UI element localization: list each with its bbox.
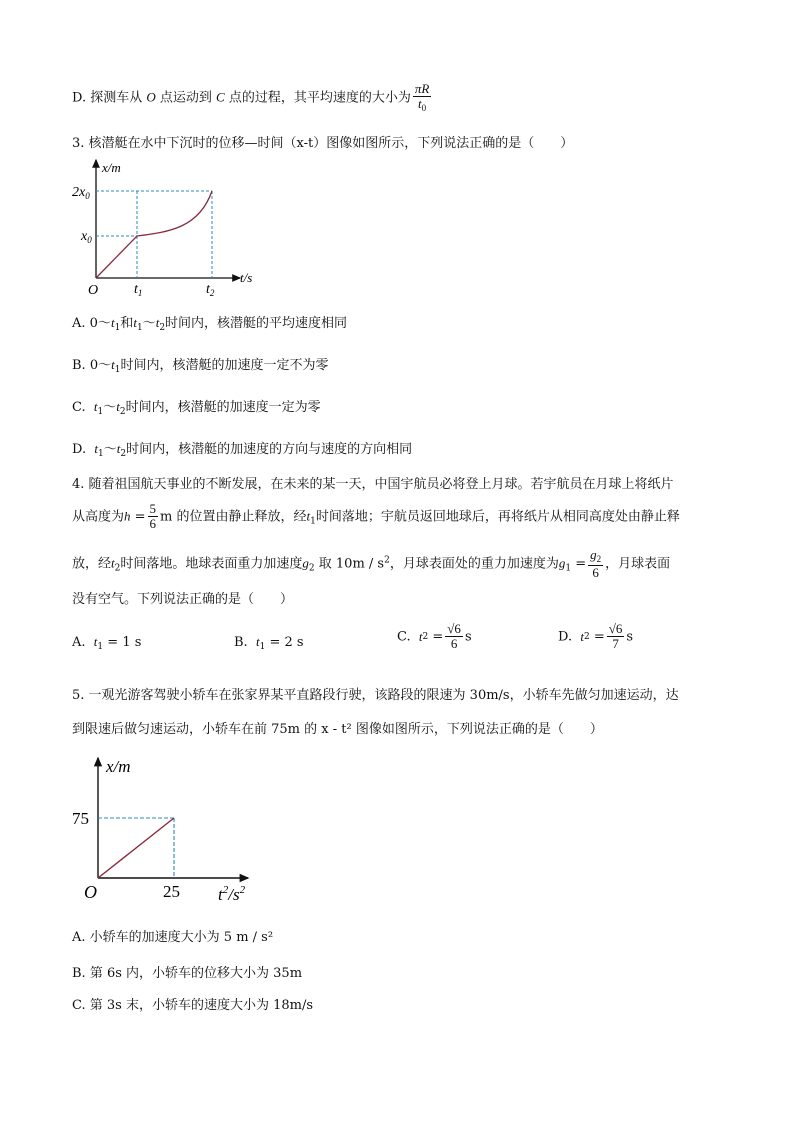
q4-option-c: C. t2 = $\frac{√6}{6}$ s xyxy=(397,621,472,652)
q2-option-d xyxy=(72,82,433,114)
q5-xtick-25: 25 xyxy=(163,882,180,901)
q3-ytick-2x0: $2x_0$ xyxy=(72,185,90,201)
q4-line2: 从高度为h = $\frac{5}{6}$ m 的位置由静止释放，经$t_1$时间落地；宇航员返回地球后，再将纸片从相同高度处由静止释 xyxy=(72,501,680,532)
q2d-frac-den-sub: 0 xyxy=(421,103,427,114)
q4-l2-a: 从高度为 xyxy=(72,509,125,525)
q5-ytick-75: 75 xyxy=(72,809,89,828)
q4-l3-d: ，月球表面处的重力加速度为 xyxy=(389,556,559,572)
q5-line2: 到限速后做匀速运动，小轿车在前 75m 的 x - t² 图像如图所示，下列说法正确的是（ ） xyxy=(72,722,603,737)
q3-option-b: B. $0\sim t_1$时间内，核潜艇的加速度一定不为零 xyxy=(72,357,329,375)
q2d-frac-num: πR xyxy=(414,81,430,96)
q4-line1: 4. 随着祖国航天事业的不断发展，在未来的某一天，中国宇航员必将登上月球。若宇航员在月球上将纸片 xyxy=(72,477,674,492)
q4-c-num: √6 xyxy=(447,621,461,636)
q5-option-b: B. 第 6s 内，小轿车的位移大小为 35m xyxy=(72,966,303,981)
q3-origin: O xyxy=(88,283,99,298)
q4-l3-c: 取 10m / s xyxy=(318,556,385,572)
q3-stem: 3. 核潜艇在水中下沉时的位移—时间（x-t）图像如图所示，下列说法正确的是（ ） xyxy=(72,136,574,151)
q3-ytick-x0: $x_0$ xyxy=(81,229,92,245)
q3-option-c: C. $t_1\sim t_2$时间内，核潜艇的加速度一定为零 xyxy=(72,399,321,417)
q4-l3-e: ，月球表面 xyxy=(605,556,671,572)
q5-option-c: C. 第 3s 末，小轿车的速度大小为 18m/s xyxy=(72,998,314,1013)
q3-y-axis-label: x/m xyxy=(102,160,121,175)
q3-curve xyxy=(96,191,212,278)
q4-line3: 放，经$t_2$时间落地。地球表面重力加速度$g_2$ 取 $10m / s^2$，月球表面处的重力加速度为$g_1$ = $\frac{g_2}{6}$ ，月球表面 xyxy=(72,547,671,580)
q4-c-den: 6 xyxy=(450,636,458,652)
q4-d-den: 7 xyxy=(612,636,619,652)
q5-option-a: A. 小轿车的加速度大小为 5 m / s² xyxy=(72,930,274,945)
q3-x-axis-label: t/s xyxy=(240,270,253,285)
q3-option-a: A. $0\sim t_1$和$t_1\sim t_2$时间内，核潜艇的平均速度相同 xyxy=(72,315,348,333)
q4-frac-den: 6 xyxy=(149,516,157,532)
q3-guides xyxy=(96,191,212,278)
q3-option-d: D. $t_1\sim t_2$时间内，核潜艇的加速度的方向与速度的方向相同 xyxy=(72,441,413,459)
q4-height-fraction xyxy=(148,502,159,532)
q2d-mid: 点运动到 xyxy=(155,90,217,106)
q4-option-b: B. $t_1 = 2$ s xyxy=(234,634,304,652)
q2d-frac-den: t xyxy=(418,96,422,112)
q5-line xyxy=(98,818,174,878)
q2d-rest: 点的过程，其平均速度的大小为 xyxy=(224,90,411,106)
q4-l3-b: 时间落地。地球表面重力加速度 xyxy=(120,556,303,572)
q4-option-d: D. t2 = $\frac{√6}{7}$ s xyxy=(558,621,634,652)
q3-graph xyxy=(74,156,264,298)
q4-h-var: h xyxy=(124,508,131,524)
q2d-point-c: C xyxy=(216,89,225,105)
q4-l3-a: 放，经 xyxy=(72,556,112,572)
q5-line1: 5. 一观光游客驾驶小轿车在张家界某平直路段行驶，该路段的限速为 30m/s，小轿车先做匀加速运动，达 xyxy=(72,688,679,703)
q4-l2-c: 时间落地；宇航员返回地球后，再将纸片从相同高度处由静止释 xyxy=(315,509,680,525)
q4-frac-num: 5 xyxy=(149,501,157,516)
q5-x-axis-label: $t^2/s^2$ xyxy=(218,884,246,904)
q5-y-axis-label: x/m xyxy=(106,757,131,776)
q2d-fraction xyxy=(413,82,431,114)
q2d-point-o: O xyxy=(146,89,156,105)
q4-line4: 没有空气。下列说法正确的是（ ） xyxy=(72,592,294,607)
q3-xtick-t2: $t_2$ xyxy=(206,282,215,298)
q3-xtick-t1: $t_1$ xyxy=(134,282,143,298)
q5-origin: O xyxy=(84,882,97,902)
q4-l2-b: m 的位置由静止释放，经 xyxy=(160,509,307,525)
q2d-prefix: D. 探测车从 xyxy=(72,90,147,106)
q4-option-a: A. $t_1 = 1$ s xyxy=(72,634,142,652)
q4-g-fraction: $\frac{g_2}{6}$ xyxy=(590,547,602,580)
q5-graph xyxy=(72,752,262,902)
q4-d-num: √6 xyxy=(608,621,623,636)
q4-options xyxy=(72,622,722,672)
